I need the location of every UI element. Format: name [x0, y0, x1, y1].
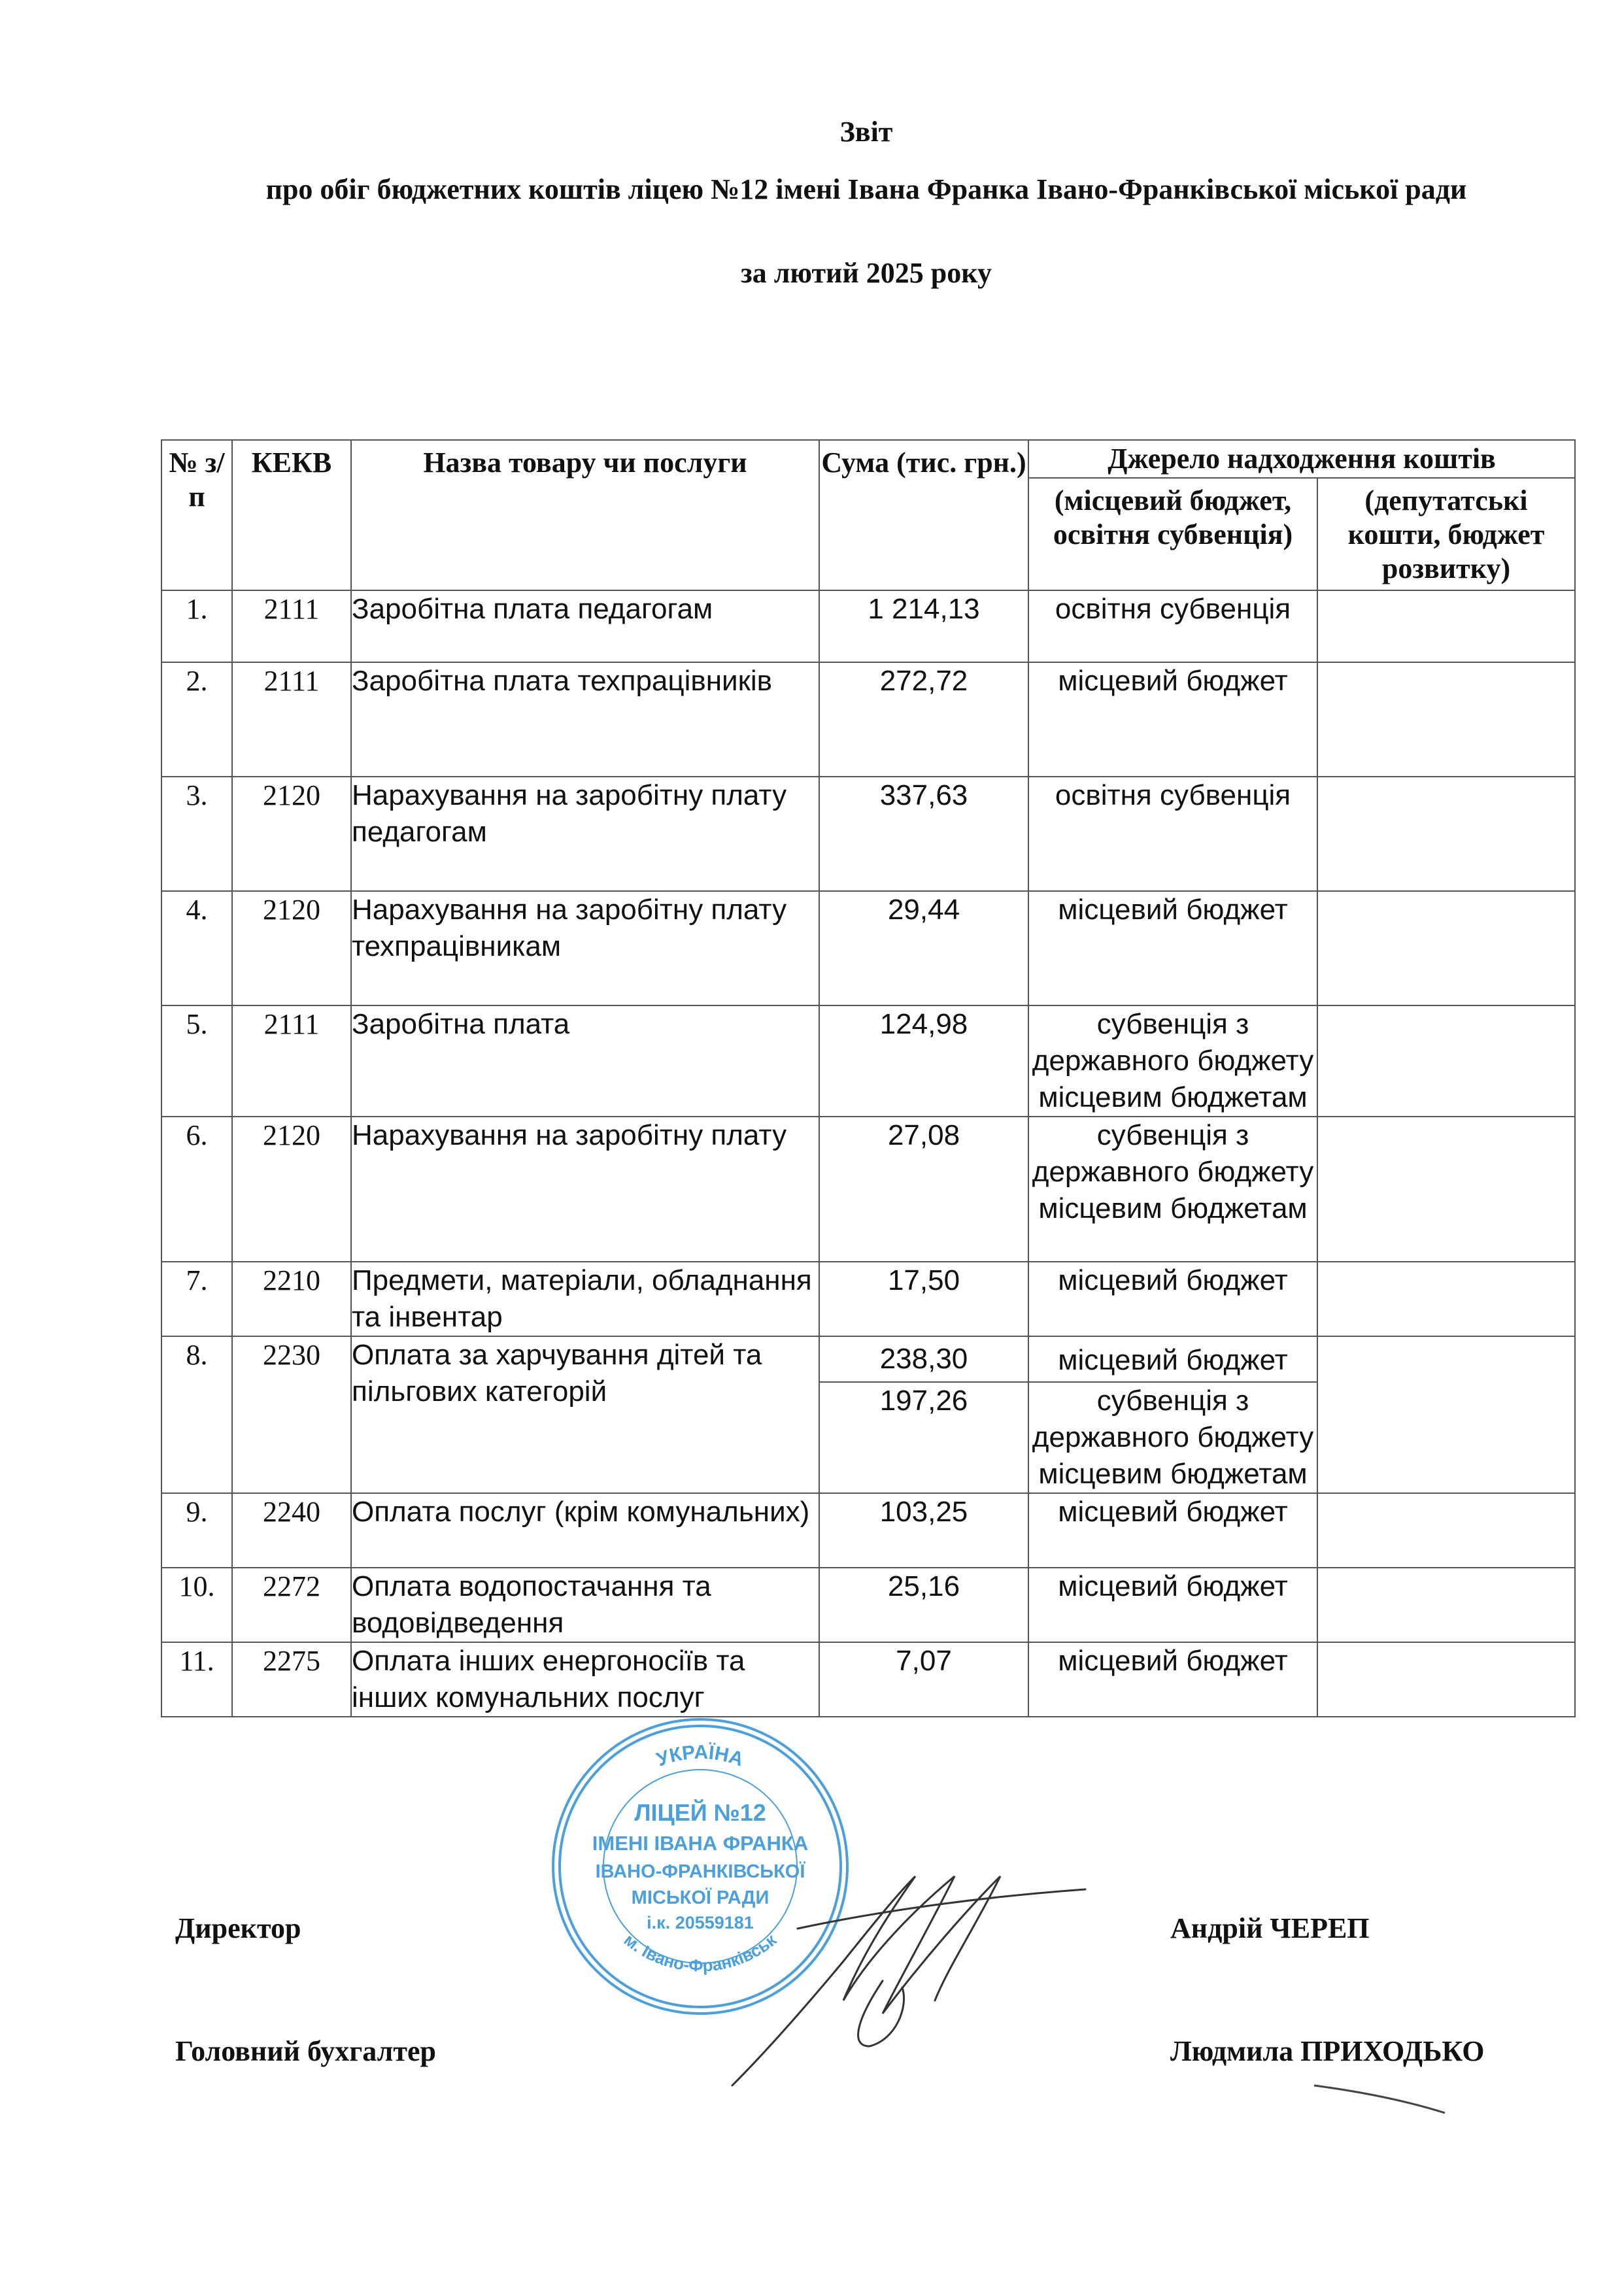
report-period: за лютий 2025 року — [741, 257, 992, 289]
row-kekv: 2120 — [232, 891, 351, 1005]
row-deputy-source — [1317, 891, 1575, 1005]
row-source: місцевий бюджет — [1028, 891, 1317, 1005]
row-number: 3. — [161, 777, 232, 891]
row-deputy-source — [1317, 777, 1575, 891]
table-row — [161, 777, 1575, 891]
director-label: Директор — [175, 1912, 301, 1944]
header-name: Назва товару чи послуги — [351, 440, 819, 590]
row-kekv: 2111 — [232, 1005, 351, 1117]
row-name: Заробітна плата педагогам — [351, 590, 819, 662]
row-source: освітня субвенція — [1028, 777, 1317, 891]
row-sum-2: 197,26 — [819, 1382, 1028, 1493]
table-row — [161, 662, 1575, 777]
stamp-country: УКРАЇНА — [654, 1741, 747, 1771]
row-number: 6. — [161, 1117, 232, 1262]
row-sum: 1 214,13 — [819, 590, 1028, 662]
row-name: Оплата водопостачання та водовідведення — [351, 1568, 819, 1642]
signature — [719, 1850, 1111, 2099]
signature-mark — [1308, 2079, 1451, 2118]
header-sum: Сума (тис. грн.) — [819, 440, 1028, 590]
row-sum: 29,44 — [819, 891, 1028, 1005]
table-row — [161, 1642, 1575, 1717]
row-sum: 27,08 — [819, 1117, 1028, 1262]
row-deputy-source — [1317, 1336, 1575, 1493]
report-title: Звіт — [839, 116, 893, 148]
row-source: субвенція з державного бюджету місцевим бюджетам — [1028, 1117, 1317, 1262]
row-kekv: 2111 — [232, 590, 351, 662]
row-deputy-source — [1317, 1117, 1575, 1262]
row-deputy-source — [1317, 1005, 1575, 1117]
table-row — [161, 1005, 1575, 1117]
stamp-line2: ІМЕНІ ІВАНА ФРАНКА — [592, 1832, 809, 1855]
row-name: Предмети, матеріали, обладнання та інвентар — [351, 1262, 819, 1336]
row-sum: 337,63 — [819, 777, 1028, 891]
row-number: 10. — [161, 1568, 232, 1642]
row-kekv: 2120 — [232, 777, 351, 891]
row-kekv: 2272 — [232, 1568, 351, 1642]
row-kekv: 2275 — [232, 1642, 351, 1717]
row-deputy-source — [1317, 662, 1575, 777]
row-number: 11. — [161, 1642, 232, 1717]
row-name: Нарахування на заробітну плату — [351, 1117, 819, 1262]
row-name: Нарахування на заробітну плату техпрацівникам — [351, 891, 819, 1005]
header-kekv: КЕКВ — [232, 440, 351, 590]
table-row — [161, 1117, 1575, 1262]
row-sum: 124,98 — [819, 1005, 1028, 1117]
row-number: 1. — [161, 590, 232, 662]
stamp-line1: ЛІЦЕЙ №12 — [634, 1799, 766, 1826]
row-name: Оплата за харчування дітей та пільгових категорій — [351, 1336, 819, 1493]
table-row — [161, 1568, 1575, 1642]
row-sum: 17,50 — [819, 1262, 1028, 1336]
table-row — [161, 1493, 1575, 1568]
svg-text:УКРАЇНА — [654, 1742, 746, 1771]
director-name: Андрій ЧЕРЕП — [1170, 1912, 1370, 1944]
stamp-code: і.к. 20559181 — [647, 1913, 754, 1932]
row-source: місцевий бюджет — [1028, 1493, 1317, 1568]
row-number: 2. — [161, 662, 232, 777]
report-subtitle: про обіг бюджетних коштів ліцею №12 імені Івана Франка Івано-Франківської міської ради — [265, 173, 1467, 205]
header-source-local: (місцевий бюджет, освітня субвенція) — [1028, 478, 1317, 590]
row-kekv: 2120 — [232, 1117, 351, 1262]
row-kekv: 2230 — [232, 1336, 351, 1493]
row-source: місцевий бюджет — [1028, 1568, 1317, 1642]
row-deputy-source — [1317, 1642, 1575, 1717]
row-name: Заробітна плата — [351, 1005, 819, 1117]
row-number: 7. — [161, 1262, 232, 1336]
row-kekv: 2111 — [232, 662, 351, 777]
row-deputy-source — [1317, 590, 1575, 662]
row-name: Заробітна плата техпрацівників — [351, 662, 819, 777]
row-sum: 7,07 — [819, 1642, 1028, 1717]
stamp-city: м. Івано-Франківськ — [620, 1929, 781, 1976]
row-sum: 25,16 — [819, 1568, 1028, 1642]
accountant-name: Людмила ПРИХОДЬКО — [1170, 2035, 1485, 2067]
row-number: 4. — [161, 891, 232, 1005]
row-source: місцевий бюджет — [1028, 1262, 1317, 1336]
row-number: 9. — [161, 1493, 232, 1568]
row-number: 8. — [161, 1336, 232, 1493]
accountant-label: Головний бухгалтер — [175, 2035, 436, 2067]
row-source: місцевий бюджет — [1028, 662, 1317, 777]
stamp-line3: ІВАНО-ФРАНКІВСЬКОЇ — [595, 1861, 805, 1882]
table-row — [161, 1262, 1575, 1336]
row-sum: 103,25 — [819, 1493, 1028, 1568]
table-row — [161, 891, 1575, 1005]
table-row — [161, 590, 1575, 662]
row-deputy-source — [1317, 1493, 1575, 1568]
row-kekv: 2240 — [232, 1493, 351, 1568]
header-source-deputy: (депутатські кошти, бюджет розвитку) — [1317, 478, 1575, 590]
row-source-2: субвенція з державного бюджету місцевим бюджетам — [1028, 1382, 1317, 1493]
stamp-line4: МІСЬКОЇ РАДИ — [631, 1887, 770, 1908]
row-source: місцевий бюджет — [1028, 1642, 1317, 1717]
header-source: Джерело надходження коштів — [1028, 440, 1575, 478]
budget-table — [161, 439, 1576, 1717]
row-sum: 238,30 — [819, 1336, 1028, 1382]
row-name: Нарахування на заробітну плату педагогам — [351, 777, 819, 891]
row-source: місцевий бюджет — [1028, 1336, 1317, 1382]
table-row — [161, 1336, 1575, 1382]
row-number: 5. — [161, 1005, 232, 1117]
row-name: Оплата послуг (крім комунальних) — [351, 1493, 819, 1568]
row-sum: 272,72 — [819, 662, 1028, 777]
row-source: освітня субвенція — [1028, 590, 1317, 662]
row-deputy-source — [1317, 1568, 1575, 1642]
row-source: субвенція з державного бюджету місцевим бюджетам — [1028, 1005, 1317, 1117]
row-kekv: 2210 — [232, 1262, 351, 1336]
row-name: Оплата інших енергоносіїв та інших комунальних послуг — [351, 1642, 819, 1717]
header-number: № з/п — [161, 440, 232, 590]
row-deputy-source — [1317, 1262, 1575, 1336]
